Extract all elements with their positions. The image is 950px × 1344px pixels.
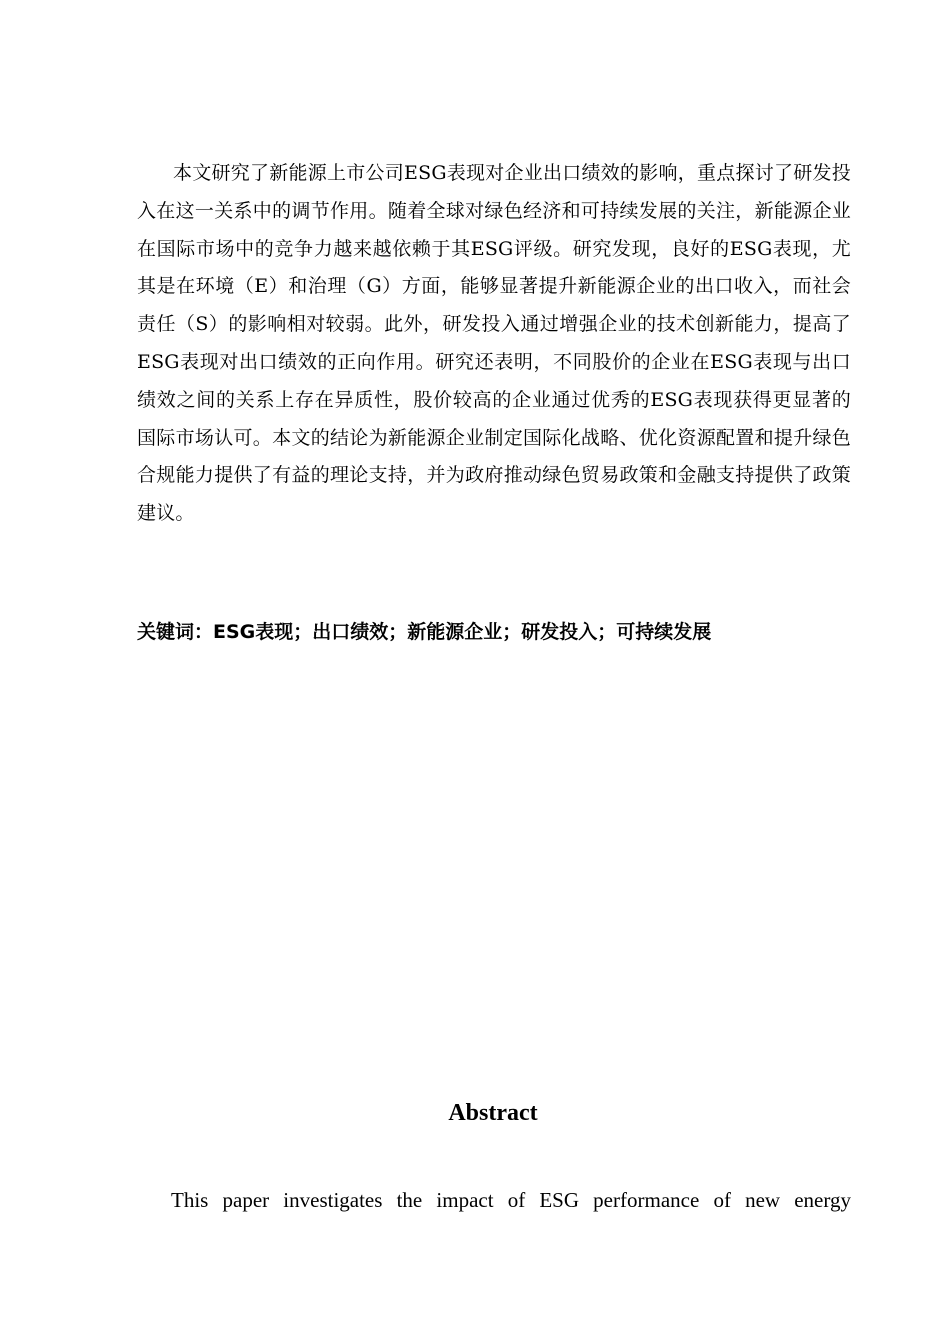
keywords-line: 关键词：ESG表现；出口绩效；新能源企业；研发投入；可持续发展 bbox=[137, 621, 712, 643]
abstract-heading: Abstract bbox=[448, 1100, 538, 1126]
chinese-abstract-paragraph: 本文研究了新能源上市公司ESG表现对企业出口绩效的影响，重点探讨了研发投入在这一关系中的调节作用。随着全球对绿色经济和可持续发展的关注，新能源企业在国际市场中的竞争力越来越依赖于其ESG评级。研究发现，良好的ESG表现，尤其是在环境（E）和治理（G）方面，能够显著提升新能源企业的出口收入，而社会责任（S）的影响相对较弱。此外，研发投入通过增强企业的技术创新能力，提高了ESG表现对出口绩效的正向作用。研究还表明，不同股价的企业在ESG表现与出口绩效之间的关系上存在异质性，股价较高的企业通过优秀的ESG表现获得更显著的国际市场认可。本文的结论为新能源企业制定国际化战略、优化资源配置和提升绿色合规能力提供了有益的理论支持，并为政府推动绿色贸易政策和金融支持提供了政策建议。 bbox=[137, 162, 851, 525]
english-abstract-paragraph: This paper investigates the impact of ESG performance of new energy bbox=[171, 1188, 851, 1212]
